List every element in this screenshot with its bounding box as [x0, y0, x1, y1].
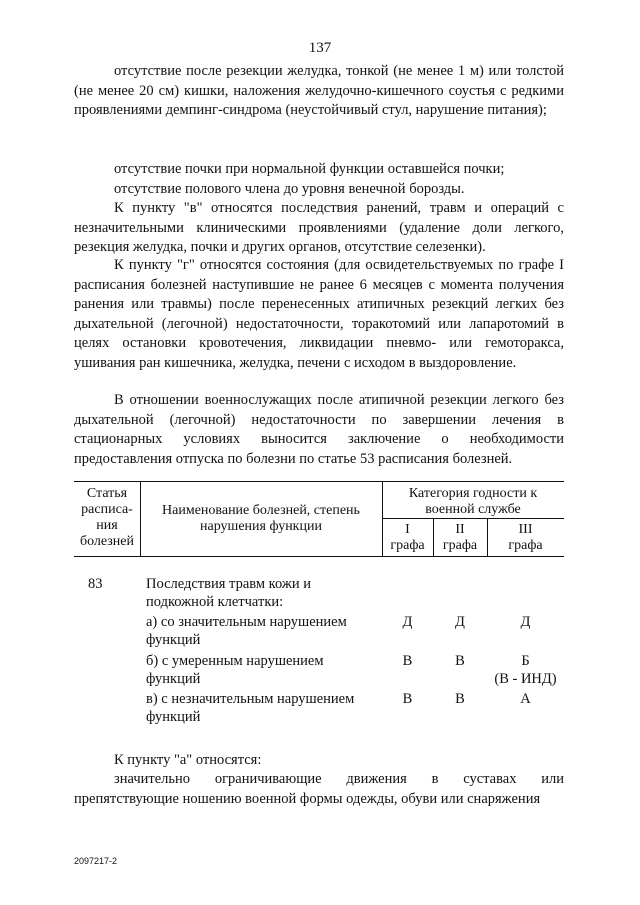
row-graph-3: Б (В - ИНД): [494, 653, 557, 687]
row-graph-1: В: [402, 653, 413, 669]
header-graph-2: II графа: [442, 522, 478, 553]
header-graph-1: I графа: [390, 522, 425, 553]
row-graph-2: Д: [455, 614, 465, 630]
header-graph-3: III графа: [508, 522, 543, 553]
paragraph-servicemen: В отношении военнослужащих после атипичной резекции легкого без дыхательной (легочной) недостаточности по завершении лечения в стационарных условиях выносится заключение о необходимости предоставления отпуска по болезни по статье 53 расписания болезней.: [74, 392, 564, 467]
article-number: 83: [88, 576, 103, 592]
row-graph-2: В: [455, 691, 465, 707]
row-description: в) с незначительным нарушением функций: [146, 691, 355, 725]
row-graph-2: В: [455, 653, 465, 669]
paragraph-item-g: К пункту "г" относятся состояния (для освидетельствуемых по графе I расписания болезней наступившие не ранее 6 месяцев с момента получения ранения или травмы) после перенесенных атипичных резекций легких без дыхательной (легочной) недостаточности, торакотомий или лапаротомий в целях остановки кровотечения, ликвидации пневмо- или гемоторакса, ушивания ран кишечника, желудка, печени с исходом в выздоровление.: [74, 257, 564, 371]
header-disease-name-col: Наименование болезней, степень нарушения функции: [162, 503, 360, 534]
header-article-col: Статья расписа- ния болезней: [79, 486, 135, 549]
row-description: а) со значительным нарушением функций: [146, 614, 347, 648]
page-number: 137: [308, 40, 332, 56]
row-description: б) с умеренным нарушением функций: [146, 653, 324, 687]
paragraph-kidney: отсутствие почки при нормальной функции оставшейся почки;: [114, 161, 505, 177]
footer-document-code: 2097217-2: [74, 856, 118, 866]
paragraph-penis: отсутствие полового члена до уровня венечной борозды.: [114, 181, 465, 197]
row-graph-1: В: [402, 691, 413, 707]
header-category-col: Категория годности к военной службе: [408, 486, 538, 517]
paragraph-item-v: К пункту "в" относятся последствия ранений, травм и операций с незначительными клиническими проявлениями (удаление доли легкого, резекция желудка, почки и других органов, отсутствие селезенки).: [74, 200, 564, 255]
row-graph-1: Д: [402, 614, 413, 630]
section-heading-item-a: К пункту "а" относятся:: [114, 752, 262, 768]
row-graph-3: Д: [520, 614, 531, 630]
paragraph-stomach-resection: отсутствие после резекции желудка, тонкой (не менее 1 м) или толстой (не менее 20 см) кишки, наложения желудочно-кишечного соустья с редкими проявлениями демпинг-синдрома (неустойчивый стул, нарушение питания);: [74, 63, 564, 118]
row-graph-3: А: [520, 691, 531, 707]
paragraph-item-a: значительно ограничивающие движения в суставах или препятствующие ношению военной формы одежды, обуви или снаряжения: [74, 771, 564, 807]
article-title: Последствия травм кожи и подкожной клетчатки:: [146, 576, 312, 610]
